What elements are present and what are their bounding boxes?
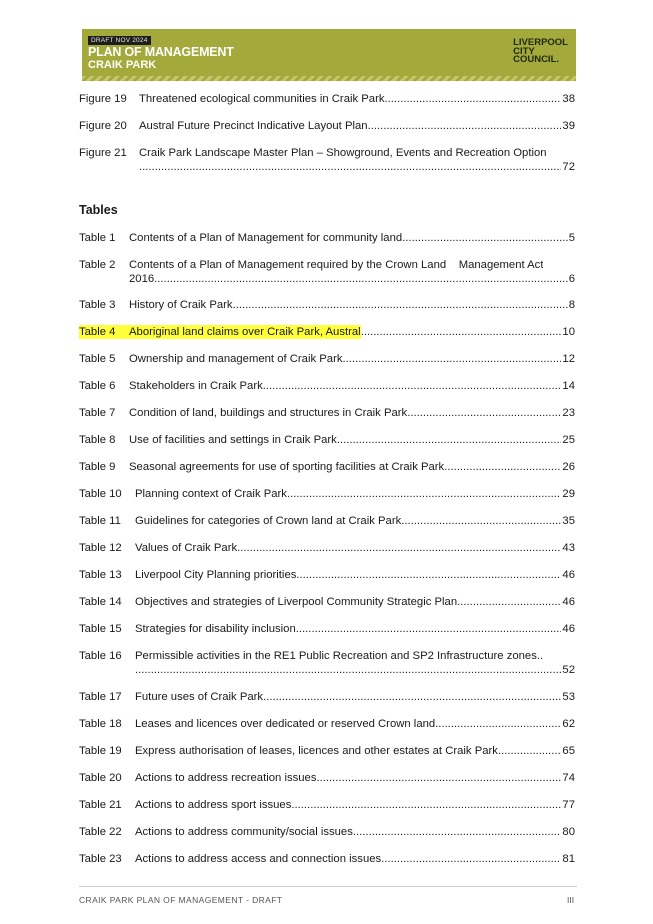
entry-number: Table 20 bbox=[79, 772, 122, 784]
leader-dots bbox=[287, 487, 561, 501]
footer-divider bbox=[79, 886, 577, 887]
entry-number: Table 23 bbox=[79, 853, 122, 865]
entry-title: Ownership and management of Craik Park bbox=[129, 353, 343, 365]
entry-title: Aboriginal land claims over Craik Park, Austral bbox=[129, 326, 361, 338]
entry-title: Seasonal agreements for use of sporting facilities at Craik Park bbox=[129, 461, 445, 473]
document-subtitle: CRAIK PARK bbox=[88, 59, 157, 71]
entry-title: Planning context of Craik Park bbox=[135, 488, 287, 500]
toc-table-entry[interactable] bbox=[79, 541, 575, 555]
entry-title: Actions to address recreation issues bbox=[135, 772, 317, 784]
entry-number: Table 11 bbox=[79, 515, 121, 527]
leader-dots bbox=[401, 514, 561, 528]
entry-number: Table 18 bbox=[79, 718, 122, 730]
entry-page: 53 bbox=[562, 691, 575, 703]
entry-page: 46 bbox=[562, 596, 575, 608]
leader-dots bbox=[444, 460, 561, 474]
leader-dots bbox=[402, 231, 568, 245]
entry-number: Table 9 bbox=[79, 461, 116, 473]
entry-title: History of Craik Park bbox=[129, 299, 233, 311]
entry-title: Leases and licences over dedicated or reserved Crown land bbox=[135, 718, 436, 730]
toc-table-entry[interactable] bbox=[79, 649, 575, 677]
entry-number: Figure 21 bbox=[79, 147, 127, 159]
toc-figure-entry[interactable] bbox=[79, 146, 575, 174]
toc-table-entry[interactable] bbox=[79, 622, 575, 636]
toc-table-entry[interactable] bbox=[79, 798, 575, 812]
toc-table-entry[interactable] bbox=[79, 595, 575, 609]
toc-table-entry[interactable] bbox=[79, 825, 575, 839]
toc-table-entry[interactable] bbox=[79, 771, 575, 785]
entry-title: Future uses of Craik Park bbox=[135, 691, 264, 703]
entry-number: Table 15 bbox=[79, 623, 122, 635]
entry-number: Table 10 bbox=[79, 488, 122, 500]
entry-number: Table 14 bbox=[79, 596, 122, 608]
entry-title-continued: 2016 bbox=[129, 273, 155, 285]
entry-page: 46 bbox=[562, 569, 575, 581]
entry-title: Strategies for disability inclusion bbox=[135, 623, 296, 635]
entry-number: Table 4 bbox=[79, 325, 129, 339]
toc-figure-entry[interactable] bbox=[79, 92, 575, 106]
footer-document-name: CRAIK PARK PLAN OF MANAGEMENT - DRAFT bbox=[79, 895, 283, 905]
footer-page-number: III bbox=[567, 895, 575, 905]
logo-line: CITY bbox=[513, 45, 535, 57]
entry-number: Table 13 bbox=[79, 569, 122, 581]
entry-number: Table 3 bbox=[79, 299, 116, 311]
entry-title: Threatened ecological communities in Craik Park bbox=[139, 93, 385, 105]
draft-tag: DRAFT NOV 2024 bbox=[88, 36, 151, 45]
toc-table-entry[interactable] bbox=[79, 852, 575, 866]
leader-dots bbox=[135, 663, 561, 677]
entry-number: Table 16 bbox=[79, 650, 122, 662]
toc-table-entry[interactable] bbox=[79, 352, 575, 366]
entry-number: Table 12 bbox=[79, 542, 122, 554]
leader-dots bbox=[233, 298, 568, 312]
entry-page: 52 bbox=[562, 664, 575, 676]
entry-title: Use of facilities and settings in Craik Park bbox=[129, 434, 337, 446]
entry-page: 39 bbox=[562, 120, 575, 132]
entry-title: Actions to address community/social issues bbox=[135, 826, 353, 838]
entry-number: Table 21 bbox=[79, 799, 122, 811]
entry-title: Express authorisation of leases, licences and other estates at Craik Park bbox=[135, 745, 498, 757]
entry-page: 5 bbox=[568, 232, 575, 244]
entry-title: Craik Park Landscape Master Plan – Showground, Events and Recreation Option bbox=[139, 147, 547, 159]
entry-page: 46 bbox=[562, 623, 575, 635]
entry-number: Table 5 bbox=[79, 353, 116, 365]
logo-line: LIVERPOOL bbox=[513, 37, 568, 48]
toc-table-entry[interactable] bbox=[79, 717, 575, 731]
entry-number: Table 1 bbox=[79, 232, 116, 244]
tables-heading: Tables bbox=[79, 203, 118, 217]
leader-dots bbox=[343, 352, 562, 366]
leader-dots bbox=[263, 690, 561, 704]
entry-number: Table 8 bbox=[79, 434, 116, 446]
leader-dots bbox=[263, 379, 562, 393]
entry-page: 23 bbox=[562, 407, 575, 419]
toc-table-entry[interactable] bbox=[79, 744, 575, 758]
entry-number: Table 17 bbox=[79, 691, 122, 703]
leader-dots bbox=[296, 568, 561, 582]
toc-table-entry[interactable] bbox=[79, 433, 575, 447]
entry-page: 29 bbox=[562, 488, 575, 500]
entry-number: Table 7 bbox=[79, 407, 116, 419]
entry-number: Figure 19 bbox=[79, 93, 127, 105]
toc-table-entry[interactable] bbox=[79, 487, 575, 501]
entry-page: 10 bbox=[562, 326, 575, 338]
toc-table-entry[interactable] bbox=[79, 690, 575, 704]
leader-dots bbox=[353, 825, 562, 839]
toc-table-entry[interactable] bbox=[79, 298, 575, 312]
toc-table-entry[interactable] bbox=[79, 568, 575, 582]
entry-title: Objectives and strategies of Liverpool Community Strategic Plan bbox=[135, 596, 458, 608]
leader-dots bbox=[316, 771, 561, 785]
toc-table-entry-highlighted[interactable] bbox=[79, 325, 575, 339]
entry-number: Table 22 bbox=[79, 826, 122, 838]
entry-page: 74 bbox=[562, 772, 575, 784]
toc-table-entry[interactable] bbox=[79, 258, 575, 286]
leader-dots bbox=[154, 272, 568, 286]
entry-title: Liverpool City Planning priorities bbox=[135, 569, 297, 581]
entry-title: Values of Craik Park bbox=[135, 542, 238, 554]
header-banner bbox=[82, 29, 576, 81]
entry-page: 6 bbox=[568, 273, 575, 285]
leader-dots bbox=[381, 852, 561, 866]
toc-table-entry[interactable] bbox=[79, 460, 575, 474]
leader-dots bbox=[237, 541, 561, 555]
toc-table-entry[interactable] bbox=[79, 231, 575, 245]
leader-dots bbox=[435, 717, 561, 731]
entry-title: Austral Future Precinct Indicative Layout Plan bbox=[139, 120, 368, 132]
entry-page: 25 bbox=[562, 434, 575, 446]
entry-title: Actions to address access and connection issues bbox=[135, 853, 382, 865]
leader-dots bbox=[368, 119, 562, 133]
entry-title: Contents of a Plan of Management for community land bbox=[129, 232, 403, 244]
entry-page: 62 bbox=[562, 718, 575, 730]
entry-title: Condition of land, buildings and structures in Craik Park bbox=[129, 407, 408, 419]
entry-title: Contents of a Plan of Management required by the Crown Land Management Act bbox=[129, 259, 544, 271]
toc-figure-entry[interactable] bbox=[79, 119, 575, 133]
leader-dots bbox=[139, 160, 561, 174]
entry-page: 38 bbox=[562, 93, 575, 105]
leader-dots bbox=[337, 433, 562, 447]
entry-title: Actions to address sport issues bbox=[135, 799, 292, 811]
entry-number: Figure 20 bbox=[79, 120, 127, 132]
leader-dots bbox=[361, 325, 562, 339]
entry-number: Table 19 bbox=[79, 745, 122, 757]
council-logo bbox=[513, 39, 568, 65]
entry-page: 72 bbox=[562, 161, 575, 173]
leader-dots bbox=[385, 92, 562, 106]
entry-number: Table 6 bbox=[79, 380, 116, 392]
entry-page: 14 bbox=[562, 380, 575, 392]
entry-page: 43 bbox=[562, 542, 575, 554]
banner-stripe bbox=[82, 76, 576, 81]
leader-dots bbox=[407, 406, 561, 420]
entry-title: Permissible activities in the RE1 Public Recreation and SP2 Infrastructure zones.. bbox=[135, 650, 544, 662]
toc-table-entry[interactable] bbox=[79, 514, 575, 528]
toc-table-entry[interactable] bbox=[79, 379, 575, 393]
entry-page: 81 bbox=[562, 853, 575, 865]
entry-page: 35 bbox=[562, 515, 575, 527]
entry-title: Stakeholders in Craik Park bbox=[129, 380, 263, 392]
entry-page: 77 bbox=[562, 799, 575, 811]
leader-dots bbox=[498, 744, 561, 758]
entry-page: 65 bbox=[562, 745, 575, 757]
entry-page: 80 bbox=[562, 826, 575, 838]
entry-title: Guidelines for categories of Crown land at Craik Park bbox=[135, 515, 402, 527]
entry-page: 26 bbox=[562, 461, 575, 473]
leader-dots bbox=[291, 798, 561, 812]
logo-line: COUNCIL. bbox=[513, 54, 560, 65]
leader-dots bbox=[296, 622, 562, 636]
toc-table-entry[interactable] bbox=[79, 406, 575, 420]
entry-page: 12 bbox=[562, 353, 575, 365]
document-title: PLAN OF MANAGEMENT bbox=[88, 45, 234, 59]
entry-page: 8 bbox=[568, 299, 575, 311]
entry-number: Table 2 bbox=[79, 259, 116, 271]
leader-dots bbox=[457, 595, 561, 609]
